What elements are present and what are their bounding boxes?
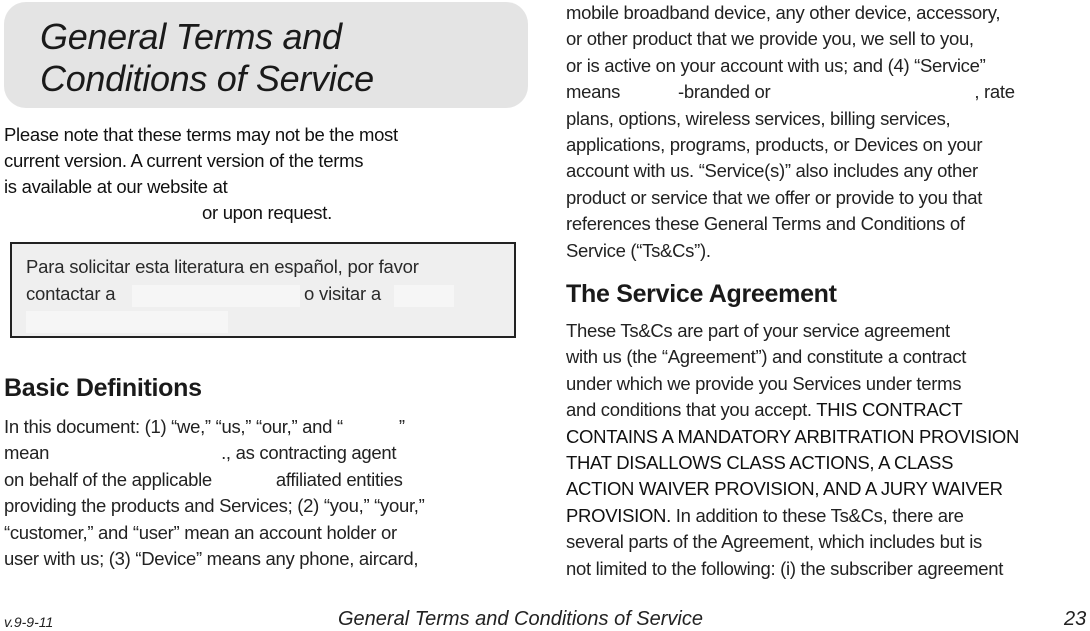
spanish-line: Para solicitar esta literatura en español, por favor [26, 256, 419, 277]
title-line: General Terms and [40, 16, 342, 57]
spanish-notice-box [10, 242, 516, 338]
definition-line: mobile broadband device, any other device, accessory, [566, 2, 1001, 23]
redacted-url [394, 285, 454, 307]
page-number: 23 [1064, 608, 1087, 630]
intro-line: is available at our website at [4, 176, 228, 197]
agreement-line: ACTION WAIVER PROVISION, AND A JURY WAIVER [566, 478, 1003, 500]
definition-line: or is active on your account with us; and (4) “Service” [566, 54, 986, 76]
definition-line: plans, options, wireless services, billing services, [566, 107, 951, 129]
definition-line: mean ., as contracting agent [4, 442, 397, 464]
title-line: Conditions of Service [40, 58, 374, 99]
agreement-line: with us (the “Agreement”) and constitute a contract [566, 346, 967, 368]
redacted-phone [132, 285, 300, 307]
redacted-url-cont [26, 311, 228, 333]
definition-line: Service (“Ts&Cs”). [566, 239, 711, 261]
basic-definitions-heading: Basic Definitions [4, 374, 202, 402]
intro-line: current version. A current version of the terms [4, 150, 364, 171]
agreement-line: under which we provide you Services under terms [566, 372, 962, 394]
definition-line: providing the products and Services; (2) “you,” “your,” [4, 495, 425, 517]
agreement-line: not limited to the following: (i) the subscriber agreement [566, 557, 1004, 579]
spanish-line-visit: o visitar a [304, 283, 381, 304]
definition-line: product or service that we offer or provide to you that [566, 186, 983, 208]
definitions-continued-text [566, 0, 1086, 264]
agreement-line: several parts of the Agreement, which includes but is [566, 531, 982, 553]
agreement-line: PROVISION. In addition to these Ts&Cs, there are [566, 504, 964, 526]
agreement-line: These Ts&Cs are part of your service agreement [566, 320, 950, 341]
agreement-line: CONTAINS A MANDATORY ARBITRATION PROVISION [566, 425, 1020, 447]
page-title [40, 16, 374, 100]
intro-line: or upon request. [202, 202, 332, 223]
spanish-line-contact: contactar a [26, 283, 116, 304]
footer-version: v.9-9-11 [4, 614, 54, 630]
intro-line: Please note that these terms may not be the most [4, 124, 398, 145]
definition-line: In this document: (1) “we,” “us,” “our,” and “ ” [4, 416, 405, 437]
definition-line: means -branded or , rate [566, 81, 1015, 103]
title-box [4, 2, 528, 108]
agreement-line: and conditions that you accept. THIS CONTRACT [566, 399, 963, 421]
intro-note [4, 122, 504, 226]
agreement-line: THAT DISALLOWS CLASS ACTIONS, A CLASS [566, 452, 954, 474]
definition-line: user with us; (3) “Device” means any phone, aircard, [4, 548, 419, 570]
footer-title: General Terms and Conditions of Service [338, 608, 703, 630]
definition-line: account with us. “Service(s)” also includes any other [566, 160, 978, 182]
definition-line: on behalf of the applicable affiliated entities [4, 468, 403, 490]
definition-line: “customer,” and “user” mean an account holder or [4, 521, 397, 543]
service-agreement-heading: The Service Agreement [566, 280, 837, 308]
basic-definitions-text [4, 414, 524, 572]
definition-line: applications, programs, products, or Devices on your [566, 134, 983, 156]
service-agreement-text [566, 318, 1086, 582]
definition-line: or other product that we provide you, we sell to you, [566, 28, 974, 50]
definition-line: references these General Terms and Conditions of [566, 213, 965, 235]
